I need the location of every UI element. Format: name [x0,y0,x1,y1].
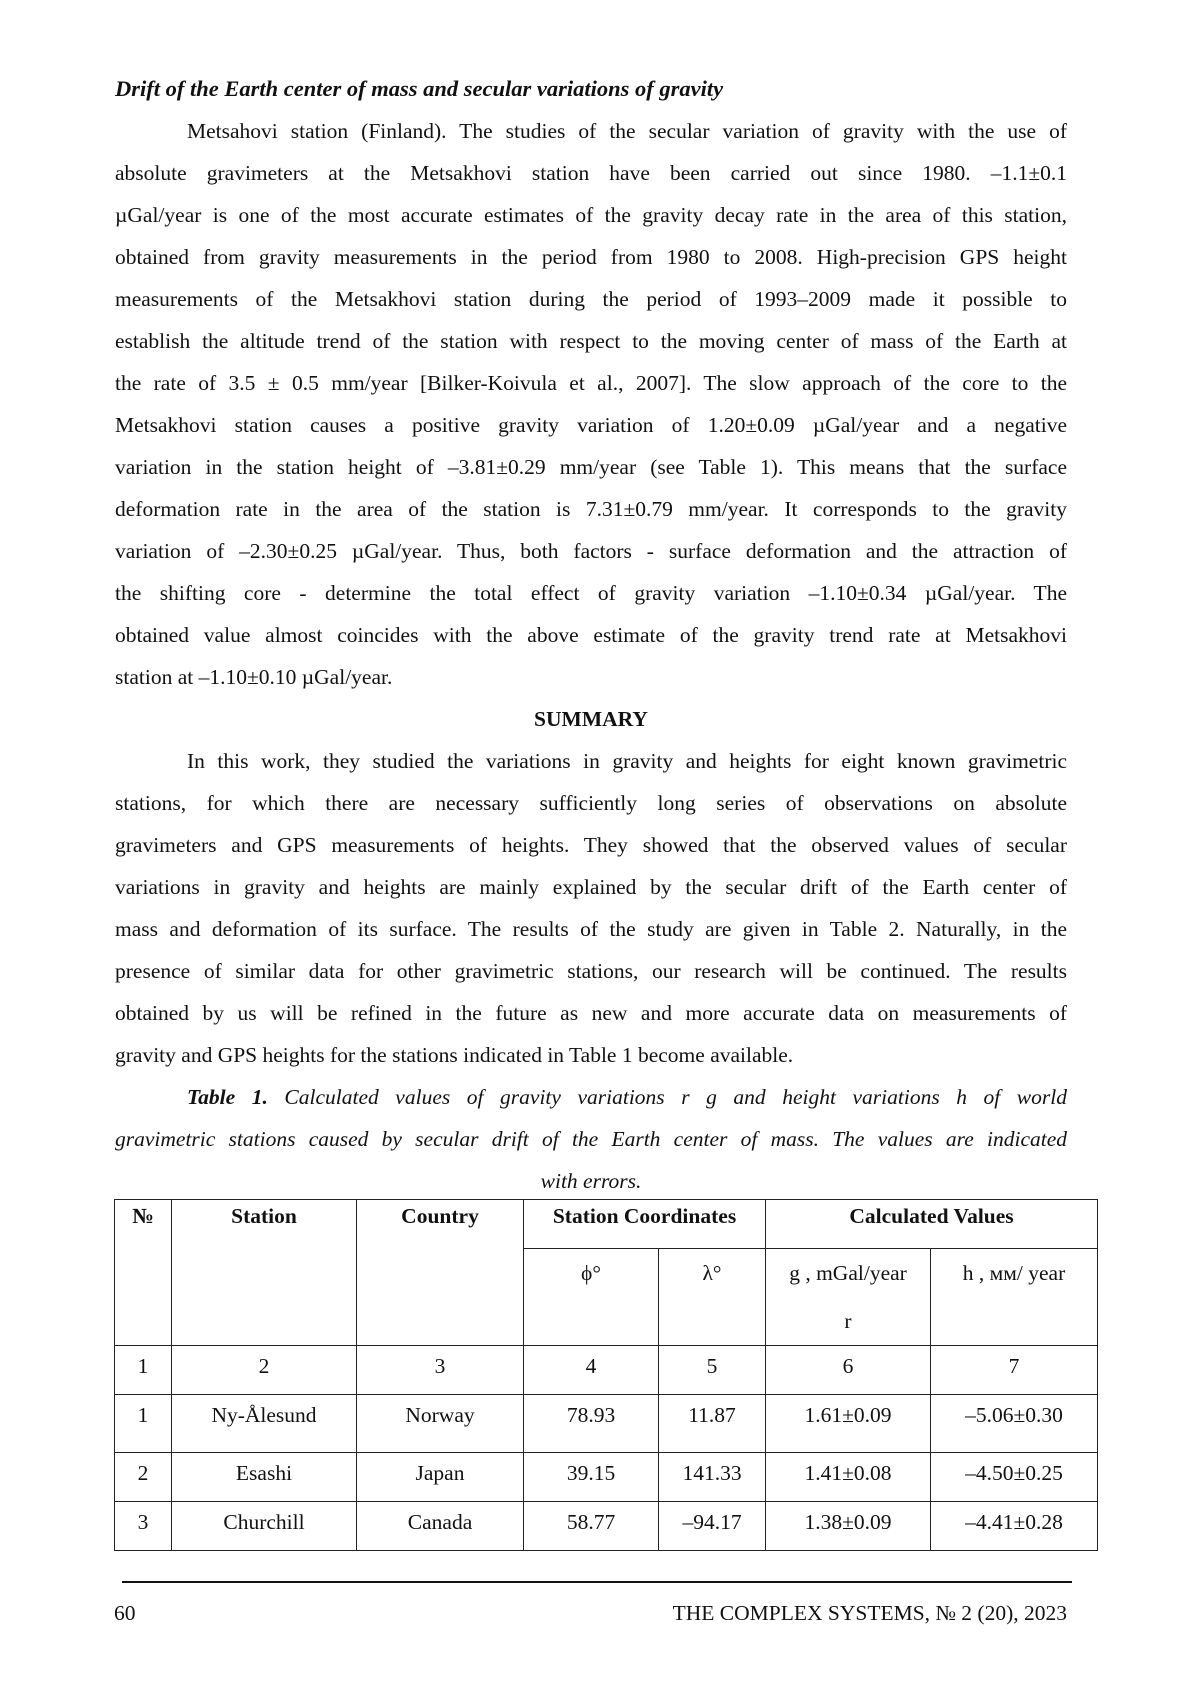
footer-rule [122,1581,1072,1583]
text-line: stations, for which there are necessary sufficiently long series of observations on absolute [115,791,1067,815]
table-cell: 141.33 [659,1453,766,1502]
caption-line-2: gravimetric stations caused by secular drift of the Earth center of mass. The values are indicated [115,1127,1067,1151]
text-line: presence of similar data for other gravimetric stations, our research will be continued. The results [115,959,1067,983]
caption-line-3: with errors. [540,1169,642,1193]
table-cell: –94.17 [659,1502,766,1551]
text-line: In this work, they studied the variations in gravity and heights for eight known gravimetric [187,749,1067,773]
header-g-label: g , mGal/year [789,1261,907,1285]
paragraph-2 [115,740,1067,1076]
table-row [115,1453,1098,1502]
journal-name: THE COMPLEX SYSTEMS, № 2 (20), 2023 [672,1601,1067,1625]
table-cell: Japan [357,1453,524,1502]
header-station: Station [172,1200,357,1346]
table-row [115,1502,1098,1551]
body-text [115,110,1067,1202]
caption-line-1: Calculated values of gravity variations r g and height variations h of world [284,1085,1067,1109]
header-calculated-values: Calculated Values [766,1200,1098,1249]
text-line: the shifting core - determine the total effect of gravity variation –1.10±0.34 µGal/year. The [115,581,1067,605]
table-cell: Canada [357,1502,524,1551]
text-line: deformation rate in the area of the station is 7.31±0.79 mm/year. It corresponds to the gravity [115,497,1067,521]
table-cell: 11.87 [659,1395,766,1453]
table-caption [115,1076,1067,1202]
header-no: № [115,1200,172,1346]
table-row [115,1395,1098,1453]
text-line: variation of –2.30±0.25 µGal/year. Thus, both factors - surface deformation and the attraction of [115,539,1067,563]
summary-heading: SUMMARY [534,707,648,731]
text-line: absolute gravimeters at the Metsakhovi station have been carried out since 1980. –1.1±0.1 [115,161,1067,185]
table-cell: 5 [659,1346,766,1395]
header-phi: ϕ° [524,1249,659,1346]
table-cell: Churchill [172,1502,357,1551]
header-g [766,1249,931,1346]
section-title: Drift of the Earth center of mass and secular variations of gravity [115,76,724,101]
table-cell: 2 [115,1453,172,1502]
table-cell: 3 [115,1502,172,1551]
text-line: station at –1.10±0.10 µGal/year. [115,665,393,689]
table-cell: –4.41±0.28 [931,1502,1098,1551]
table-cell: 7 [931,1346,1098,1395]
text-line: variations in gravity and heights are mainly explained by the secular drift of the Earth center of [115,875,1067,899]
table-cell: 1.38±0.09 [766,1502,931,1551]
table-cell: 78.93 [524,1395,659,1453]
table-cell: 58.77 [524,1502,659,1551]
text-line: measurements of the Metsakhovi station during the period of 1993–2009 made it possible to [115,287,1067,311]
table-cell: 1.41±0.08 [766,1453,931,1502]
text-line: establish the altitude trend of the station with respect to the moving center of mass of the Earth at [115,329,1067,353]
text-line: gravimeters and GPS measurements of heights. They showed that the observed values of secular [115,833,1067,857]
text-line: obtained value almost coincides with the above estimate of the gravity trend rate at Metsakhovi [115,623,1067,647]
text-line: obtained from gravity measurements in the period from 1980 to 2008. High-precision GPS height [115,245,1067,269]
table-cell: 3 [357,1346,524,1395]
caption-label: Table 1. [187,1085,268,1109]
text-line: the rate of 3.5 ± 0.5 mm/year [Bilker-Koivula et al., 2007]. The slow approach of the core to the [115,371,1067,395]
text-line: variation in the station height of –3.81±0.29 mm/year (see Table 1). This means that the surface [115,455,1067,479]
table-cell: 1.61±0.09 [766,1395,931,1453]
header-g-subscript: r [844,1309,852,1333]
text-line: Metsakhovi station causes a positive gravity variation of 1.20±0.09 µGal/year and a negative [115,413,1067,437]
column-index-row [115,1346,1098,1395]
header-h: h , мм/ year [931,1249,1098,1346]
header-coordinates: Station Coordinates [524,1200,766,1249]
table-cell: Norway [357,1395,524,1453]
text-line: Metsahovi station (Finland). The studies of the secular variation of gravity with the use of [187,119,1067,143]
header-country: Country [357,1200,524,1346]
table-cell: 4 [524,1346,659,1395]
page-number: 60 [114,1601,136,1625]
table-cell: Esashi [172,1453,357,1502]
table-cell: 1 [115,1395,172,1453]
table-cell: 2 [172,1346,357,1395]
table-cell: –4.50±0.25 [931,1453,1098,1502]
table-cell: 6 [766,1346,931,1395]
table-1 [114,1199,1098,1551]
header-lambda: λ° [659,1249,766,1346]
paragraph-1 [115,110,1067,698]
text-line: obtained by us will be refined in the future as new and more accurate data on measurements of [115,1001,1067,1025]
text-line: µGal/year is one of the most accurate estimates of the gravity decay rate in the area of this station, [115,203,1067,227]
table-cell: 39.15 [524,1453,659,1502]
text-line: gravity and GPS heights for the stations indicated in Table 1 become available. [115,1043,794,1067]
text-line: mass and deformation of its surface. The results of the study are given in Table 2. Naturally, in the [115,917,1067,941]
table-cell: Ny-Ålesund [172,1395,357,1453]
table-cell: 1 [115,1346,172,1395]
table-cell: –5.06±0.30 [931,1395,1098,1453]
